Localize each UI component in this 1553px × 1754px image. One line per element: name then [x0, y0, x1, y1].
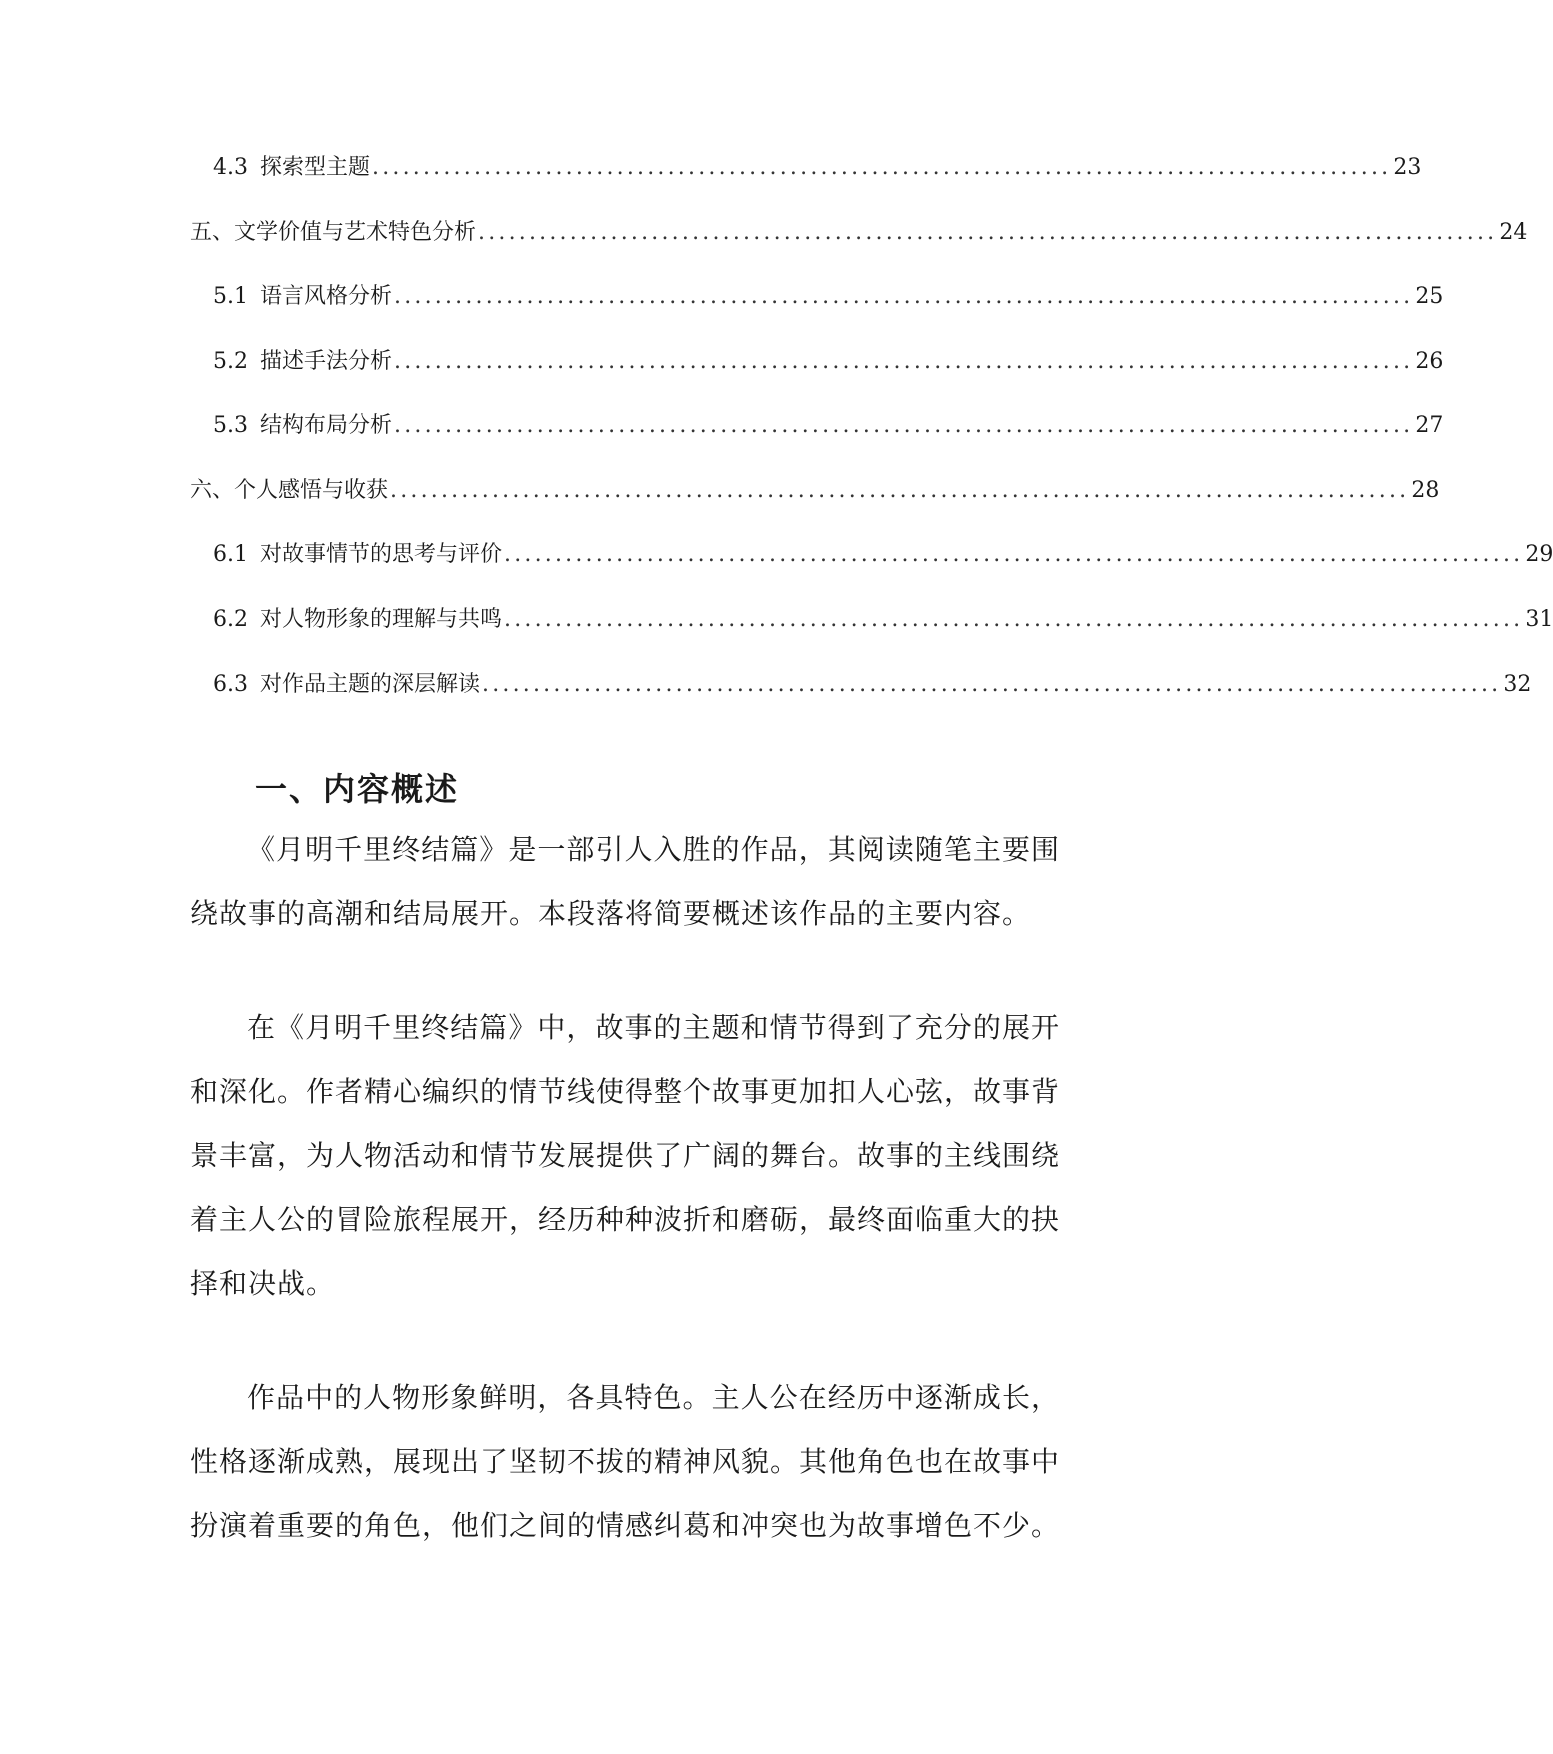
body-paragraph: 《月明千里终结篇》是一部引人入胜的作品，其阅读随笔主要围绕故事的高潮和结局展开。本段落将简要概述该作品的主要内容。 — [190, 833, 1060, 930]
toc-entry[interactable] — [213, 151, 1422, 185]
toc-leader-dots: .................................................................................................... — [504, 607, 1524, 632]
toc-entry-title: 描述手法分析 — [260, 349, 393, 374]
toc-entry-page: 26 — [1415, 349, 1444, 374]
toc-leader-dots: .................................................................................................... — [482, 672, 1502, 697]
toc-entry-page: 31 — [1525, 607, 1553, 632]
toc-entry-title: 探索型主题 — [260, 155, 371, 180]
toc-entry-number: 5.1 — [213, 284, 248, 309]
toc-entry-title: 对作品主题的深层解读 — [260, 672, 481, 697]
toc-entry[interactable] — [213, 409, 1444, 443]
toc-leader-dots: .................................................................................................... — [504, 542, 1524, 567]
toc-entry-number: 6.2 — [213, 607, 248, 632]
toc-entry-title: 六、个人感悟与收获 — [190, 478, 389, 503]
toc-entry-title: 语言风格分析 — [260, 284, 393, 309]
toc-leader-dots: .................................................................................................... — [394, 413, 1414, 438]
toc-entry-page: 29 — [1525, 542, 1553, 567]
toc-entry-title: 结构布局分析 — [260, 413, 393, 438]
toc-entry[interactable] — [190, 216, 1528, 250]
toc-entry-page: 23 — [1393, 155, 1422, 180]
toc-entry[interactable] — [213, 538, 1553, 572]
body-paragraph: 在《月明千里终结篇》中，故事的主题和情节得到了充分的展开和深化。作者精心编织的情节线使得整个故事更加扣人心弦，故事背景丰富，为人物活动和情节发展提供了广阔的舞台。故事的主线围绕着主人公的冒险旅程展开，经历种种波折和磨砺，最终面临重大的抉择和决战。 — [190, 1011, 1061, 1300]
toc-leader-dots: .................................................................................................... — [394, 349, 1414, 374]
section-heading: 一、内容概述 — [255, 770, 460, 808]
toc-entry[interactable] — [213, 603, 1553, 637]
toc-entry-number: 4.3 — [213, 155, 248, 180]
toc-entry-page: 25 — [1415, 284, 1444, 309]
toc-leader-dots: .................................................................................................... — [390, 478, 1410, 503]
toc-entry-page: 32 — [1503, 672, 1532, 697]
toc-entry-number: 5.3 — [213, 413, 248, 438]
toc-entry-page: 27 — [1415, 413, 1444, 438]
toc-entry-number: 5.2 — [213, 349, 248, 374]
toc-leader-dots: .................................................................................................... — [372, 155, 1392, 180]
toc-leader-dots: .................................................................................................... — [394, 284, 1414, 309]
toc-entry[interactable] — [213, 280, 1444, 314]
toc-entry-number: 6.1 — [213, 542, 248, 567]
toc-leader-dots: .................................................................................................... — [478, 220, 1498, 245]
body-paragraph: 作品中的人物形象鲜明，各具特色。主人公在经历中逐渐成长，性格逐渐成熟，展现出了坚韧不拔的精神风貌。其他角色也在故事中扮演着重要的角色，他们之间的情感纠葛和冲突也为故事增色不少。 — [190, 1381, 1061, 1542]
toc-entry-number: 6.3 — [213, 672, 248, 697]
toc-entry-page: 28 — [1411, 478, 1440, 503]
toc-entry-page: 24 — [1499, 220, 1528, 245]
toc-entry[interactable] — [190, 474, 1440, 508]
toc-entry-title: 五、文学价值与艺术特色分析 — [190, 220, 477, 245]
toc-entry[interactable] — [213, 345, 1444, 379]
toc-entry-title: 对故事情节的思考与评价 — [260, 542, 503, 567]
toc-entry[interactable] — [213, 668, 1532, 702]
toc-entry-title: 对人物形象的理解与共鸣 — [260, 607, 503, 632]
